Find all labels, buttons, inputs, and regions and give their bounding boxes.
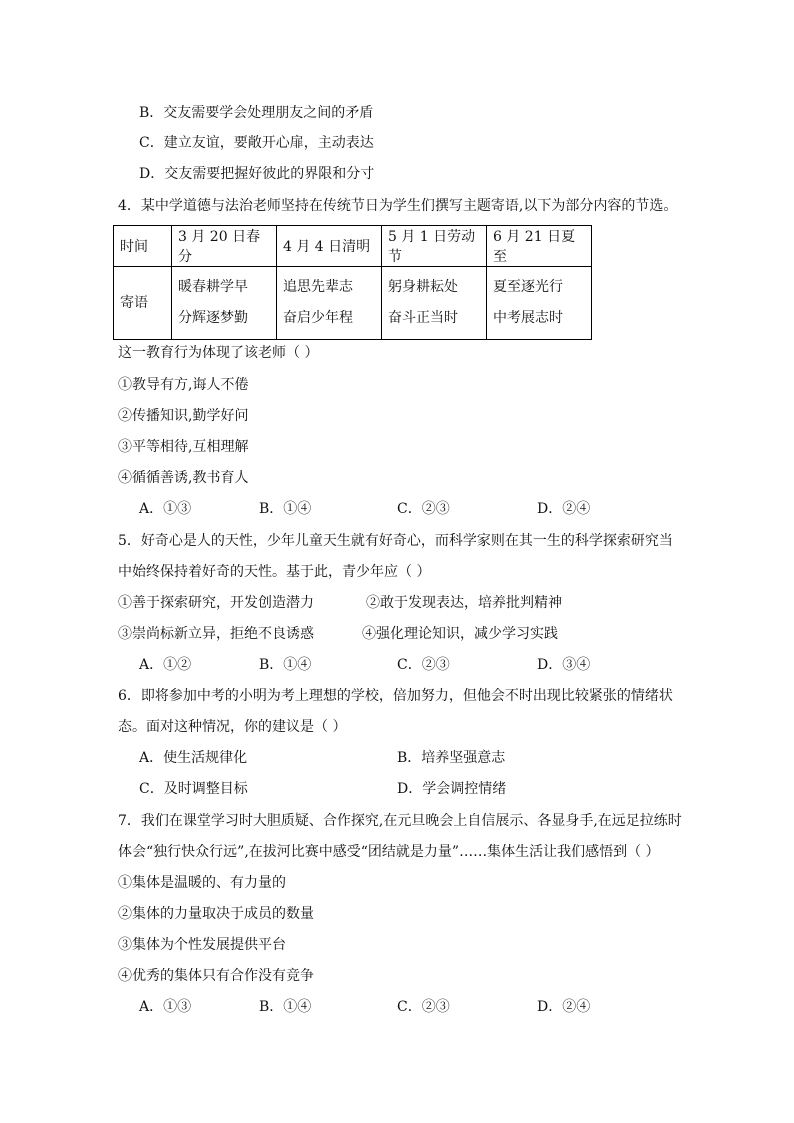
- q7-item: ①集体是温暖的、有力量的: [118, 875, 286, 891]
- q5-item: ②敢于发现表达，培养批判精神: [366, 595, 562, 611]
- q5-item: ③崇尚标新立异，拒绝不良诱惑: [118, 626, 314, 642]
- q7-item: ②集体的力量取决于成员的数量: [118, 906, 314, 922]
- q6-stem-line: 态。面对这种情况，你的建议是（ ）: [118, 719, 347, 735]
- q3-option-c: C．建立友谊，要敞开心扉，主动表达: [139, 135, 374, 151]
- table-row: [114, 226, 592, 267]
- q5-stem-line: 5．好奇心是人的天性，少年儿童天生就有好奇心，而科学家则在其一生的科学探索研究当: [118, 533, 673, 549]
- q7-choice-a[interactable]: A．①③: [139, 999, 192, 1015]
- table-row-label: 寄语: [114, 267, 172, 340]
- q7-item: ③集体为个性发展提供平台: [118, 937, 286, 953]
- q4-item: ①教导有方,诲人不倦: [118, 377, 249, 393]
- q7-choice-c[interactable]: C．②③: [397, 999, 450, 1015]
- q4-choice-b[interactable]: B．①④: [259, 501, 312, 517]
- q6-stem-line: 6．即将参加中考的小明为考上理想的学校，倍加努力，但他会不时出现比较紧张的情绪状: [118, 688, 673, 704]
- q4-item: ④循循善诱,教书育人: [118, 470, 249, 486]
- table-cell: [172, 267, 277, 340]
- q4-item: ③平等相待,互相理解: [118, 439, 249, 455]
- q4-question: 这一教育行为体现了该老师（ ）: [118, 345, 319, 361]
- q5-choice-b[interactable]: B．①④: [259, 657, 312, 673]
- q5-choice-d[interactable]: D．③④: [537, 657, 591, 673]
- q4-stem: 4．某中学道德与法治老师坚持在传统节日为学生们撰写主题寄语,以下为部分内容的节选。: [118, 198, 678, 214]
- table-header-cell: 时间: [114, 226, 172, 267]
- q6-choice-d[interactable]: D．学会调控情绪: [397, 781, 507, 797]
- q4-item: ②传播知识,勤学好问: [118, 408, 249, 424]
- table-cell-line: 奋启少年程: [283, 310, 353, 326]
- table-cell: [487, 267, 592, 340]
- q4-choice-c[interactable]: C．②③: [397, 501, 450, 517]
- table-cell: [277, 267, 382, 340]
- table-header-cell: 3 月 20 日春分: [172, 226, 277, 267]
- table-header-cell: 4 月 4 日清明: [277, 226, 382, 267]
- q3-option-d: D．交友需要把握好彼此的界限和分寸: [139, 166, 375, 182]
- q7-stem-line: 体会“独行快众行远”,在拔河比赛中感受“团结就是力量”……集体生活让我们感悟到（ ）: [118, 844, 660, 860]
- q4-choice-a[interactable]: A．①③: [139, 501, 192, 517]
- q5-choice-c[interactable]: C．②③: [397, 657, 450, 673]
- q3-option-b: B．交友需要学会处理朋友之间的矛盾: [139, 105, 374, 121]
- q5-stem-line: 中始终保持着好奇的天性。基于此，青少年应（ ）: [118, 564, 431, 580]
- table-cell-line: 中考展志时: [493, 310, 563, 326]
- festival-table: [113, 225, 592, 340]
- q5-item: ④强化理论知识，减少学习实践: [362, 626, 558, 642]
- q6-choice-c[interactable]: C．及时调整目标: [139, 781, 248, 797]
- q6-choice-a[interactable]: A．使生活规律化: [139, 750, 248, 766]
- table-row: [114, 267, 592, 340]
- q6-choice-b[interactable]: B．培养坚强意志: [397, 750, 506, 766]
- table-header-cell: 6 月 21 日夏至: [487, 226, 592, 267]
- q5-choice-a[interactable]: A．①②: [139, 657, 192, 673]
- q7-choice-b[interactable]: B．①④: [259, 999, 312, 1015]
- q7-item: ④优秀的集体只有合作没有竞争: [118, 968, 314, 984]
- table-cell-line: 暖春耕学早: [178, 279, 248, 295]
- table-cell-line: 分辉逐梦勤: [178, 310, 248, 326]
- table-header-cell: 5 月 1 日劳动节: [382, 226, 487, 267]
- table-cell-line: 躬身耕耘处: [388, 279, 458, 295]
- table-cell-line: 奋斗正当时: [388, 310, 458, 326]
- q7-stem-line: 7．我们在课堂学习时大胆质疑、合作探究,在元旦晚会上自信展示、各显身手,在远足拉练时: [118, 813, 682, 829]
- q5-item: ①善于探索研究，开发创造潜力: [118, 595, 314, 611]
- table-cell: [382, 267, 487, 340]
- table-cell-line: 夏至逐光行: [493, 279, 563, 295]
- table-cell-line: 追思先辈志: [283, 279, 353, 295]
- q4-choice-d[interactable]: D．②④: [537, 501, 591, 517]
- q7-choice-d[interactable]: D．②④: [537, 999, 591, 1015]
